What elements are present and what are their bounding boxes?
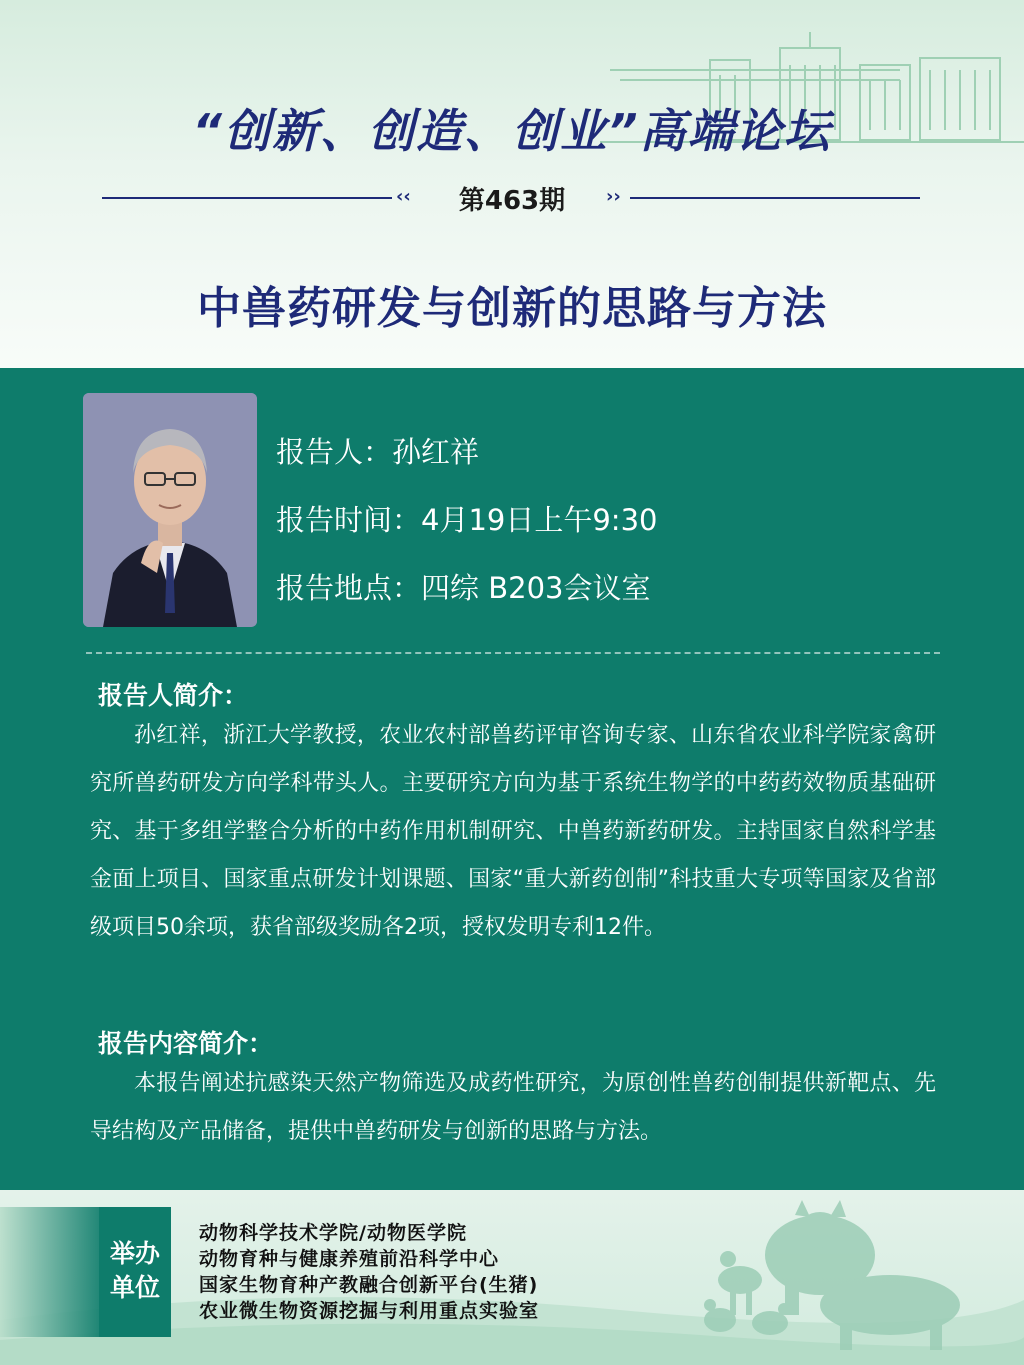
dashed-divider: [86, 652, 940, 654]
issue-number: 第463期: [458, 186, 566, 216]
header-banner: [0, 0, 1024, 368]
host-org-4: 农业微生物资源挖掘与利用重点实验室: [199, 1300, 540, 1322]
livestock-silhouette-icon: [690, 1195, 1024, 1365]
content-heading: 报告内容简介：: [98, 1029, 274, 1058]
divider-right: [630, 197, 920, 199]
talk-time: 报告时间：4月19日上午9:30: [276, 503, 658, 537]
footer-accent-strip: [0, 1207, 99, 1337]
talk-title: 中兽药研发与创新的思路与方法: [197, 283, 827, 334]
chevron-left-icon: ‹‹: [396, 186, 411, 207]
host-label-line2: 单位: [109, 1273, 160, 1302]
chevron-right-icon: ››: [606, 186, 621, 207]
host-label: [99, 1207, 171, 1337]
speaker-name: 报告人：孙红祥: [276, 435, 480, 469]
host-org-2: 动物育种与健康养殖前沿科学中心: [199, 1248, 500, 1270]
host-org-1: 动物科学技术学院/动物医学院: [199, 1222, 467, 1244]
talk-location: 报告地点：四综 B203会议室: [276, 571, 651, 605]
forum-title: “创新、创造、创业”高端论坛: [192, 104, 832, 158]
bio-text: 孙红祥，浙江大学教授，农业农村部兽药评审咨询专家、山东省农业科学院家禽研究所兽药研发方向学科带头人。主要研究方向为基于系统生物学的中药药效物质基础研究、基于多组学整合分析的中药作用机制研究、中兽药新药研发。主持国家自然科学基金面上项目、国家重点研发计划课题、国家“重大新药创制”科技重大专项等国家及省部级项目50余项，获省部级奖励各2项，授权发明专利12件。: [90, 723, 936, 940]
content-text: 本报告阐述抗感染天然产物筛选及成药性研究，为原创性兽药创制提供新靶点、先导结构及产品储备，提供中兽药研发与创新的思路与方法。: [90, 1071, 936, 1144]
host-org-3: 国家生物育种产教融合创新平台(生猪): [199, 1274, 539, 1296]
host-label-line1: 举办: [109, 1239, 160, 1268]
bio-heading: 报告人简介：: [98, 681, 249, 710]
speaker-photo: [83, 393, 257, 627]
